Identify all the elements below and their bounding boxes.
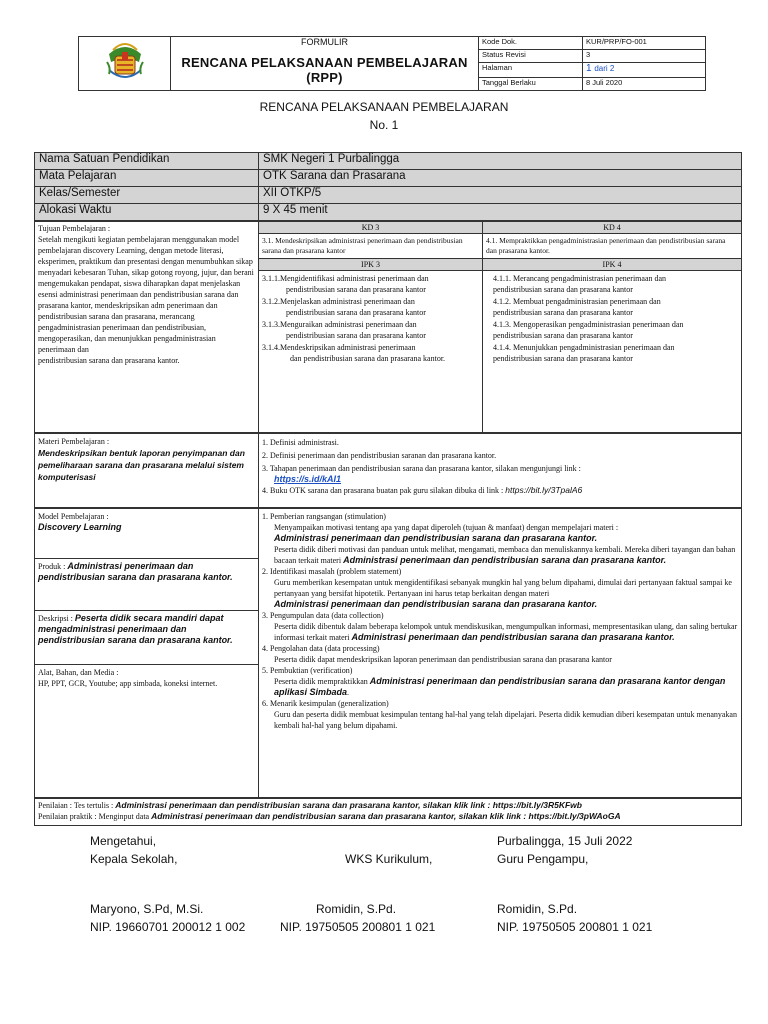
sig-left-2: Kepala Sekolah, [90,852,178,866]
kd4-header: KD 4 [483,222,742,234]
header-table [78,36,706,91]
model-label: Model Pembelajaran : [38,512,109,521]
materi-list [259,434,742,508]
alat-cell [35,665,259,798]
meta-value: 8 Juli 2020 [583,78,706,91]
sig-mid-name: Romidin, S.Pd. [316,902,397,916]
model-value: Discovery Learning [38,522,122,532]
meta-label: Tanggal Berlaku [479,78,583,91]
rpp-title: RENCANA PELAKSANAAN PEMBELAJARAN (RPP) [171,50,479,91]
penilaian-tulis: Penilaian : Tes tertulis : Administrasi penerimaan dan pendistribusian sarana dan prasarana kantor, silakan klik link : https://bit.ly/3R5KFwb [38,800,582,810]
ipk4-item-cont: pendistribusian sarana dan prasarana kantor [493,331,633,340]
ipk3-header: IPK 3 [259,259,483,271]
step-title: 6. Menarik kesimpulan (generalization) [262,699,389,708]
penilaian-cell [35,799,742,826]
identity-label: Mata Pelajaran [35,170,259,187]
identity-value: 9 X 45 menit [259,204,742,221]
meta-value: KUR/PRP/FO-001 [583,37,706,50]
ipk3-list [259,271,483,433]
produk-value: Administrasi penerimaan dan pendistribusian sarana dan prasarana kantor. [38,561,233,582]
step-title: 5. Pembuktian (verification) [262,666,353,675]
penilaian-table [34,798,742,826]
ipk4-item: 4.1.4. Menunjukkan pengadministrasian penerimaan dan [493,343,675,352]
materi-item: 1. Definisi administrasi. [262,438,339,447]
penilaian-praktik: Penilaian praktik : Menginput data Administrasi penerimaan dan pendistribusian sarana dan prasarana kantor, silakan klik link : https://bit.ly/3pWAoGA [38,811,621,821]
kd3-text: 3.1. Mendeskripsikan administrasi penerimaan dan pendistribusian sarana dan prasarana kantor [259,234,483,259]
sig-right-2: Guru Pengampu, [497,852,589,866]
model-cell [35,509,259,559]
sig-left-1: Mengetahui, [90,834,157,848]
kd4-text: 4.1. Mempraktikkan pengadministrasian penerimaan dan pendistribusian sarana dan prasarana kantor. [483,234,742,259]
ipk3-item-cont: pendistribusian sarana dan prasarana kantor [286,308,426,317]
step-text: Guru memberikan kesempatan untuk mengidentifikasi sebanyak mungkin hal yang belum dipahami, dimulai dari pertanyaan faktual sampai ke pertanyaan yang bersifat hipotetik. Pertanyaan ini harus tetap berkaitan dengan materi [274,578,732,598]
sig-right-name: Romidin, S.Pd. [497,902,578,916]
sig-mid-2: WKS Kurikulum, [345,852,433,866]
materi-link-1[interactable]: https://s.id/kAI1 [274,474,342,484]
step-text: Peserta didik dapat mendeskripsikan laporan penerimaan dan pendistribusian sarana dan prasarana kantor [274,655,612,664]
identity-label: Nama Satuan Pendidikan [35,153,259,170]
step-text: Guru dan peserta didik membuat kesimpulan tentang hal-hal yang telah dipelajari. Peserta didik kemudian diberi kesempatan untuk menanyakan kembali hal-hal yang belum dipahami. [274,710,737,730]
ipk4-list [483,271,742,433]
identity-label: Kelas/Semester [35,187,259,204]
logo-cell [79,37,171,91]
sig-left-nip: NIP. 19660701 200012 1 002 [90,920,246,934]
ipk3-item: 3.1.1.Mengidentifikasi administrasi penerimaan dan [262,274,429,283]
sig-left-name: Maryono, S.Pd, M.Si. [90,902,204,916]
step-text: Peserta didik diberi motivasi dan panduan untuk melihat, mengamati, membaca dan menuliskannya kembali. Mereka diberi tayangan dan bahan bacaan terkait materi Administrasi penerimaan dan pendistribusian sarana dan prasarana kantor. [274,545,736,565]
step-title: 2. Identifikasi masalah (problem statement) [262,567,402,576]
identity-label: Alokasi Waktu [35,204,259,221]
identity-value: XII OTKP/5 [259,187,742,204]
ipk4-item-cont: pendistribusian sarana dan prasarana kantor [493,285,633,294]
step-bold: Administrasi penerimaan dan pendistribusian sarana dan prasarana kantor. [274,533,598,543]
tujuan-cell [35,222,259,433]
step-title: 1. Pemberian rangsangan (stimulation) [262,512,386,521]
deskripsi-value: Peserta didik secara mandiri dapat mengadministrasi penerimaan dan pendistribusian sarana dan prasarana kantor. [38,613,233,645]
materi-bold: Mendeskripsikan bentuk laporan penyimpanan dan pemeliharaan sarana dan prasarana melalui sistem komputerisasi [38,448,245,482]
ipk3-item: 3.1.2.Menjelaskan administrasi penerimaan dan [262,297,415,306]
alat-value: HP, PPT, GCR, Youtube; app simbada, koneksi internet. [38,679,218,688]
tujuan-body: Setelah mengikuti kegiatan pembelajaran menggunakan model pembelajaran discovery Learning, dengan metode literasi, eksperimen, praktikum dan presentasi dengan menumbuhkan sikap menyadari kebesaran Tuhan, sikap gotong royong, jujur, dan berani mengemukakan pendapat, siswa diharapkan dapat menjelaskan esensi administrasi penerimaan dan pendistribusian sarana dan prasarana kantor, mendeskripsikan adm penerimaan dan pendistribusian sarana dan prasarana, merancang pengadministrasian penerimaan dan pendistribusian, mengoperasikan, dan menunjukkan pengadministrasian penerimaan dan [38,235,254,354]
materi-label-cell [35,434,259,508]
page-indicator: 1 dari 2 [583,63,706,78]
identity-value: OTK Sarana dan Prasarana [259,170,742,187]
ipk3-item-cont: pendistribusian sarana dan prasarana kantor [286,331,426,340]
alat-label: Alat, Bahan, dan Media : [38,668,119,677]
materi-label: Materi Pembelajaran : [38,437,110,446]
meta-label: Halaman [479,63,583,78]
identity-table [34,152,742,221]
kd3-header: KD 3 [259,222,483,234]
identity-value: SMK Negeri 1 Purbalingga [259,153,742,170]
ipk4-header: IPK 4 [483,259,742,271]
sig-mid-nip: NIP. 19750505 200801 1 021 [280,920,436,934]
ipk3-item-cont: dan pendistribusian sarana dan prasarana kantor. [290,354,446,363]
doc-title: RENCANA PELAKSANAAN PEMBELAJARAN [259,100,509,114]
tujuan-kd-table [34,221,742,433]
step-text: Peserta didik mempraktikkan Administrasi penerimaan dan pendistribusian sarana dan prasarana kantor dengan aplikasi Simbada. [274,676,726,697]
materi-item: 2. Definisi penerimaan dan pendistribusian saranan dan prasarana kantor. [262,451,497,460]
ipk4-item: 4.1.3. Mengoperasikan pengadministrasian penerimaan dan [493,320,684,329]
meta-label: Kode Dok. [479,37,583,50]
ipk4-item-cont: pendistribusian sarana dan prasarana kantor [493,308,633,317]
ipk3-item-cont: pendistribusian sarana dan prasarana kantor [286,285,426,294]
doc-number: No. 1 [369,118,399,132]
school-logo-icon [103,40,147,82]
materi-item: 4. Buku OTK sarana dan prasarana buatan pak guru silakan dibuka di link : https://bit.ly/3TpalA6 [262,485,583,495]
materi-table [34,433,742,508]
step-bold: Administrasi penerimaan dan pendistribusian sarana dan prasarana kantor. [274,599,598,609]
ipk3-item: 3.1.3.Menguraikan administrasi penerimaan dan [262,320,417,329]
step-text: Peserta didik dibentuk dalam beberapa kelompok untuk mendiskusikan, mengumpulkan informasi, mempresentasikan ulang, dan saling bertukar informasi terkait materi Administrasi penerimaan dan pendistribusian sarana dan prasarana kantor. [274,622,738,642]
deskripsi-cell: Deskripsi : Peserta didik secara mandiri dapat mengadministrasi penerimaan dan pendistribusian sarana dan prasarana kantor. [35,611,259,665]
tujuan-body-end: pendistribusian sarana dan prasarana kantor. [38,356,180,365]
ipk4-item: 4.1.1. Merancang pengadministrasian penerimaan dan [493,274,667,283]
ipk4-item-cont: pendistribusian sarana dan prasarana kantor [493,354,633,363]
model-steps-table [34,508,742,798]
ipk4-item: 4.1.2. Membuat pengadministrasian penerimaan dan [493,297,661,306]
step-title: 3. Pengumpulan data (data collection) [262,611,384,620]
sig-right-nip: NIP. 19750505 200801 1 021 [497,920,653,934]
tujuan-title: Tujuan Pembelajaran : [38,224,111,233]
materi-link-2[interactable]: https://bit.ly/3TpalA6 [505,485,583,495]
ipk3-item: 3.1.4.Mendeskripsikan administrasi penerimaan [262,343,416,352]
steps-cell [259,509,742,798]
materi-item: 3. Tahapan penerimaan dan pendistribusian sarana dan prasarana kantor, silakan mengunjungi link : [262,464,581,473]
step-text: Menyampaikan motivasi tentang apa yang dapat diperoleh (tujuan & manfaat) dengan mempelajari materi : [274,523,619,532]
produk-cell: Produk : Administrasi penerimaan dan pendistribusian sarana dan prasarana kantor. [35,559,259,611]
formulir-label: FORMULIR [171,37,479,50]
step-title: 4. Pengolahan data (data processing) [262,644,380,653]
sig-right-1: Purbalingga, 15 Juli 2022 [497,834,633,848]
meta-value: 3 [583,50,706,63]
meta-label: Status Revisi [479,50,583,63]
